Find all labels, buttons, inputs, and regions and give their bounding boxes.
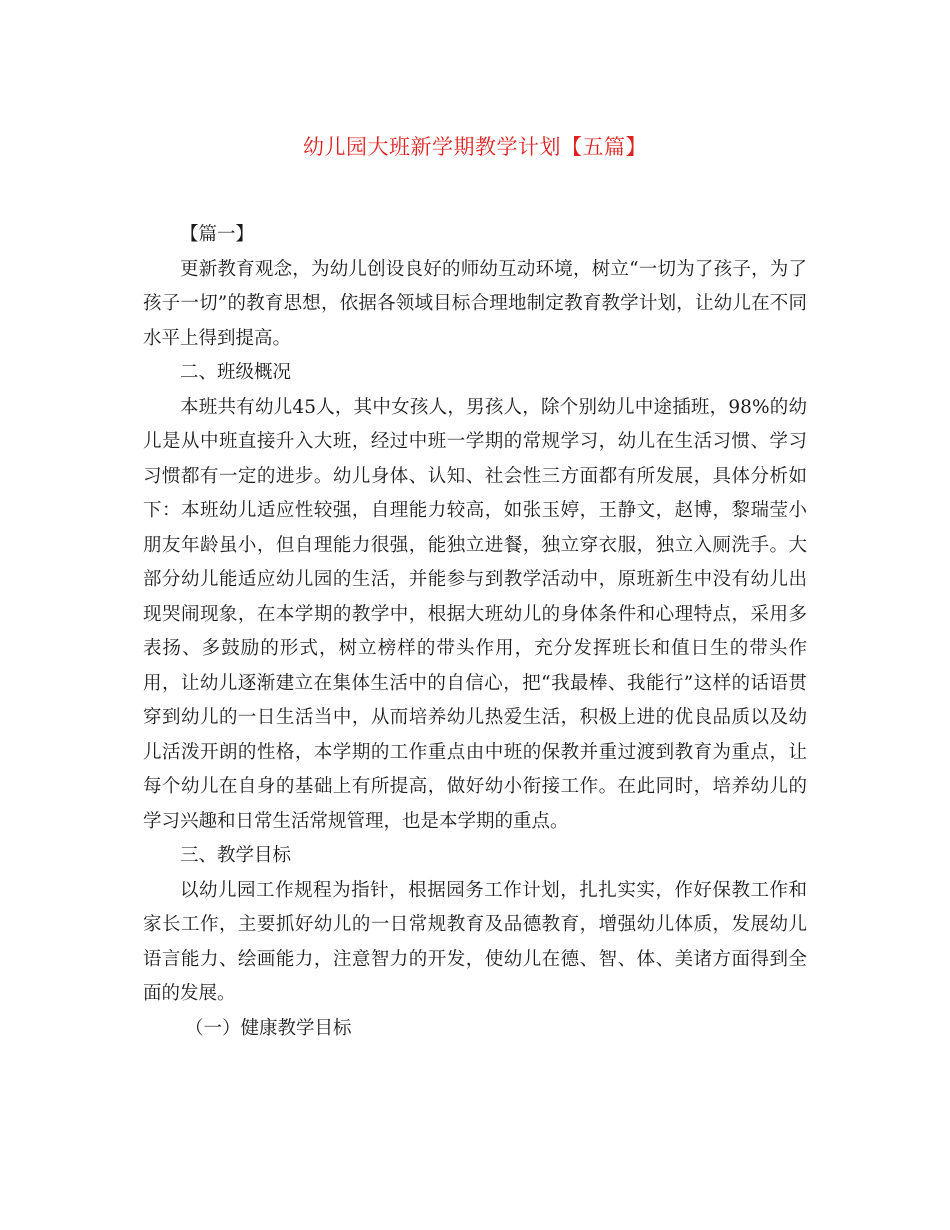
body-paragraph-teaching-goals: 以幼儿园工作规程为指针，根据园务工作计划，扎扎实实，作好保教工作和家长工作，主要抓好幼儿的一日常规教育及品德教育，增强幼儿体质，发展幼儿语言能力、绘画能力，注意智力的开发，使幼儿在德、智、体、美诸方面得到全面的发展。: [143, 879, 807, 1004]
section-heading-part-one: 【篇一】: [180, 224, 255, 245]
document-title: 幼儿园大班新学期教学计划【五篇】: [303, 135, 647, 159]
section-heading-class-overview: 二、班级概况: [180, 362, 292, 383]
subsection-heading-health-goals: （一）健康教学目标: [185, 1017, 352, 1039]
section-heading-teaching-goals: 三、教学目标: [180, 845, 292, 866]
body-paragraph-class-overview: 本班共有幼儿45人，其中女孩人，男孩人，除个别幼儿中途插班，98%的幼儿是从中班直接升入大班，经过中班一学期的常规学习，幼儿在生活习惯、学习习惯都有一定的进步。幼儿身体、认知、社会性三方面都有所发展，具体分析如下：本班幼儿适应性较强，自理能力较高，如张玉婷，王静文，赵博，黎瑞莹小朋友年龄虽小，但自理能力很强，能独立进餐，独立穿衣服，独立入厕洗手。大部分幼儿能适应幼儿园的生活，并能参与到教学活动中，原班新生中没有幼儿出现哭闹现象，在本学期的教学中，根据大班幼儿的身体条件和心理特点，采用多表扬、多鼓励的形式，树立榜样的带头作用，充分发挥班长和值日生的带头作用，让幼儿逐渐建立在集体生活中的自信心，把“我最棒、我能行”这样的话语贯穿到幼儿的一日生活当中，从而培养幼儿热爱生活，积极上进的优良品质以及幼儿活泼开朗的性格，本学期的工作重点由中班的保教并重过渡到教育为重点，让每个幼儿在自身的基础上有所提高，做好幼小衔接工作。在此同时，培养幼儿的学习兴趣和日常生活常规管理，也是本学期的重点。: [143, 396, 807, 832]
document-body: [143, 218, 807, 1046]
body-paragraph-intro: 更新教育观念，为幼儿创设良好的师幼互动环境，树立“一切为了孩子，为了孩子一切”的教育思想，依据各领域目标合理地制定教育教学计划，让幼儿在不同水平上得到提高。: [143, 258, 807, 349]
